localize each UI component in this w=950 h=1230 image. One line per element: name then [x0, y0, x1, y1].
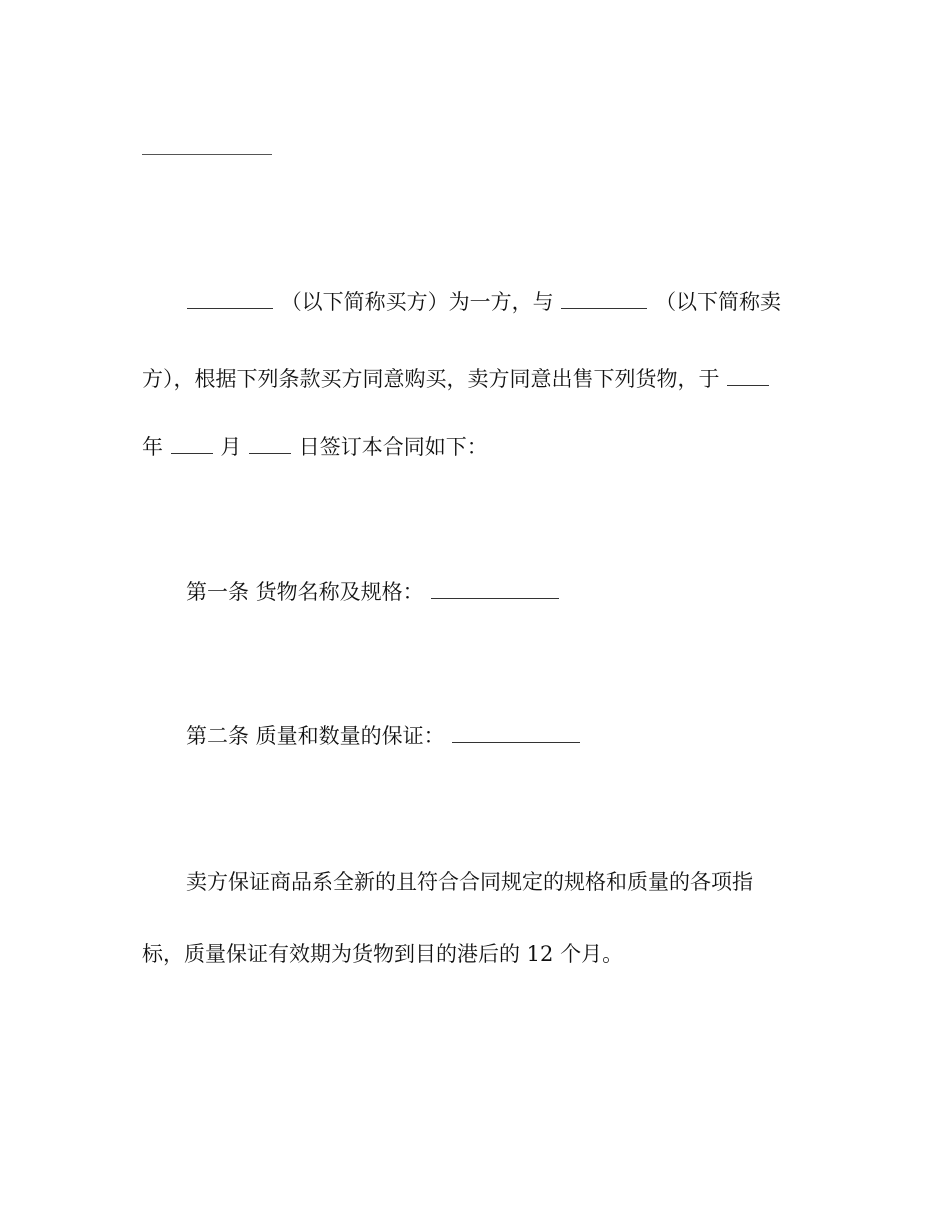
year-blank — [727, 365, 769, 386]
paragraph-2-line-1 — [142, 868, 856, 896]
paragraph-1-text-c: 方），根据下列条款买方同意购买，卖方同意出售下列货物，于 — [142, 367, 720, 391]
paragraph-1-text-a: （以下简称买方）为一方，与 — [280, 290, 554, 314]
goods-spec-blank — [431, 578, 559, 599]
article-1 — [142, 578, 856, 606]
quality-guarantee-blank — [452, 722, 580, 743]
paragraph-2-text-a: 卖方保证商品系全新的且符合合同规定的规格和质量的各项指 — [186, 870, 753, 894]
paragraph-1-text-d: 日签订本合同如下： — [298, 435, 488, 459]
buyer-blank — [187, 288, 273, 309]
month-blank — [171, 433, 213, 454]
paragraph-2-line-2 — [142, 940, 812, 968]
paragraph-2-text-b: 标，质量保证有效期为货物到目的港后的 12 个月。 — [142, 942, 624, 966]
day-blank — [249, 433, 291, 454]
seller-blank — [561, 288, 647, 309]
article-2-text: 第二条 质量和数量的保证： — [186, 724, 445, 748]
paragraph-1-line-1 — [142, 288, 856, 316]
paragraph-1-line-3 — [142, 433, 812, 461]
paragraph-1-line-2 — [142, 365, 812, 393]
month-label: 月 — [220, 435, 242, 459]
header-blank-line — [142, 154, 272, 155]
article-1-text: 第一条 货物名称及规格： — [186, 580, 424, 604]
article-2 — [142, 722, 856, 750]
year-label: 年 — [142, 435, 163, 459]
paragraph-1-text-b: （以下简称卖 — [655, 290, 782, 314]
